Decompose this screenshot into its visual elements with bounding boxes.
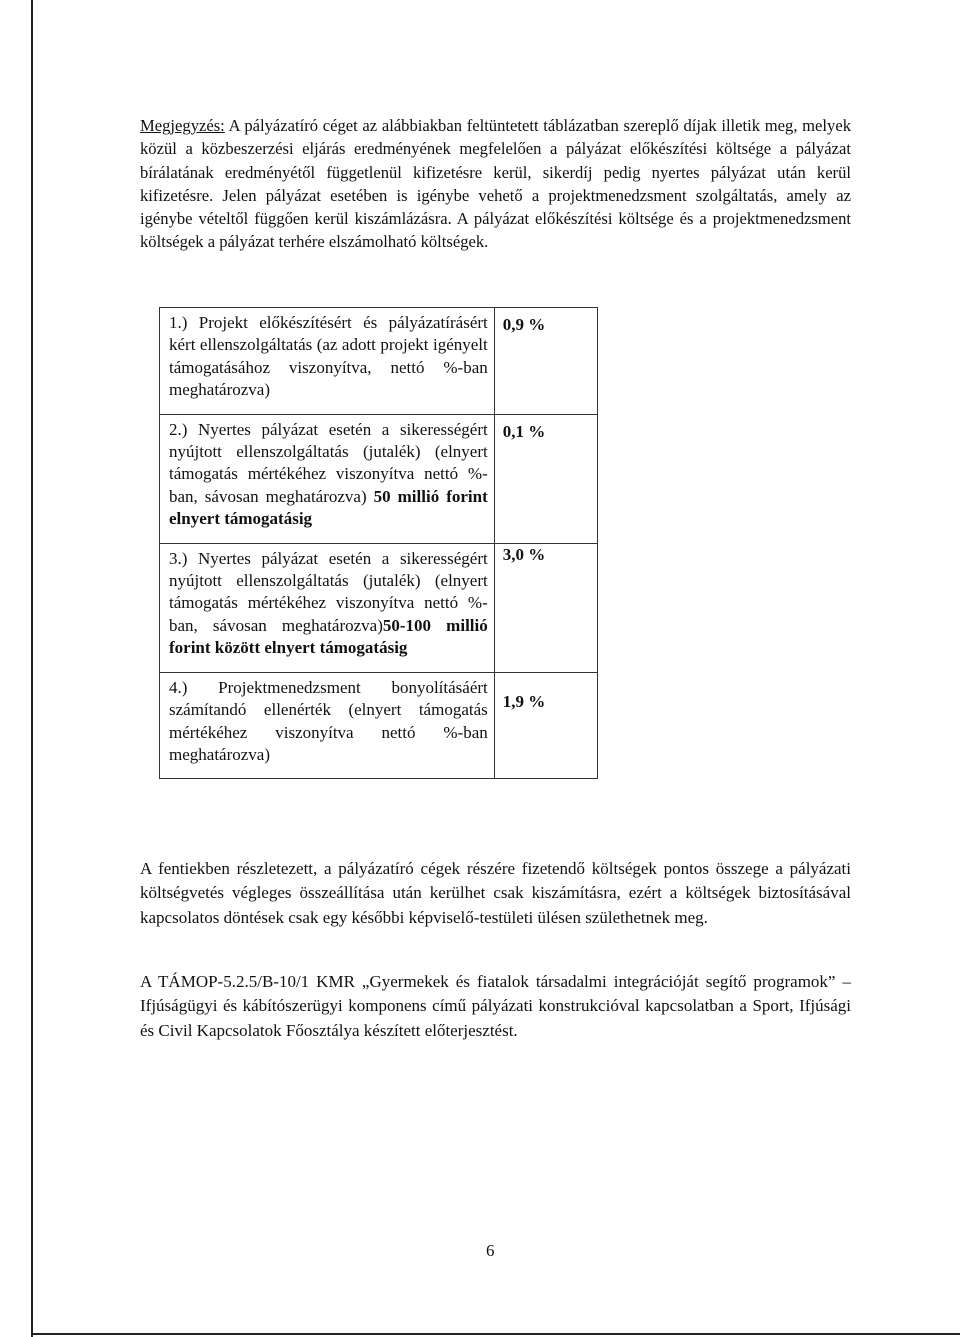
- fee-description: [160, 543, 495, 672]
- fee-description-text: 1.) Projekt előkészítésért és pályázatírásért kért ellenszolgáltatás (az adott projekt igényelt támogatásához viszonyítva, nettó %-ban meghatározva): [169, 313, 488, 400]
- scan-border-bottom: [31, 1333, 960, 1335]
- fee-description: [160, 308, 495, 415]
- fee-description: [160, 414, 495, 543]
- page-number: 6: [486, 1241, 495, 1260]
- cost-paragraph: A fentiekben részletezett, a pályázatíró cégek részére fizetendő költségek pontos összege a pályázati költségvetés végleges összeállítása után kerülhet csak kiszámításra, ezért a költségek biztosításával kapcsolatos döntések csak egy későbbi képviselő-testületi ülésen születhetnek meg.: [140, 859, 851, 927]
- table-row: [160, 672, 598, 779]
- table-row: [160, 543, 598, 672]
- fee-threshold: 50 millió forint elnyert támogatásig: [169, 486, 488, 529]
- fee-description-text: 3.) Nyertes pályázat esetén a sikerességért nyújtott ellenszolgáltatás (jutalék) (elnyert támogatás mértékéhez viszonyítva nettó %-ban, sávosan meghatározva): [169, 548, 488, 635]
- fee-description: [160, 672, 495, 779]
- fees-table: [159, 307, 598, 779]
- fee-value: 0,1 %: [494, 414, 597, 543]
- table-row: [160, 308, 598, 415]
- fee-value: 3,0 %: [494, 543, 597, 672]
- table-row: [160, 414, 598, 543]
- scan-border-left: [31, 0, 33, 1337]
- note-label: Megjegyzés:: [140, 116, 225, 135]
- fee-description-text: 4.) Projektmenedzsment bonyolításáért számítandó ellenérték (elnyert támogatás mértékéhez viszonyítva nettó %-ban meghatározva): [169, 677, 488, 764]
- submission-paragraph: A TÁMOP-5.2.5/B-10/1 KMR „Gyermekek és fiatalok társadalmi integrációját segítő programok” – Ifjúságügyi és kábítószerügyi komponens című pályázati konstrukcióval kapcsolatban a Sport, Ifjúsági és Civil Kapcsolatok Főosztálya készített előterjesztést.: [140, 972, 851, 1040]
- fee-description-text: 2.) Nyertes pályázat esetén a sikerességért nyújtott ellenszolgáltatás (jutalék) (elnyert támogatás mértékéhez viszonyítva nettó %-ban, sávosan meghatározva): [169, 419, 488, 506]
- fee-value: 0,9 %: [494, 308, 597, 415]
- note-paragraph: [140, 114, 851, 254]
- fee-threshold: 50-100 millió forint között elnyert támogatásig: [169, 615, 488, 658]
- fee-value: 1,9 %: [494, 672, 597, 779]
- note-text: A pályázatíró céget az alábbiakban feltüntetett táblázatban szereplő díjak illetik meg, melyek közül a közbeszerzési eljárás eredményének megfelelően a pályázat előkészítési költsége a pályázat bírálatának eredményétől függetlenül kifizetésre kerül, sikerdíj pedig nyertes pályázat után kerül kifizetésre. Jelen pályázat esetében is igénybe vehető a projektmenedzsment szolgáltatás, amely az igénybe vételtől függően kerül kiszámlázásra. A pályázat előkészítési költsége és a projektmenedzsment költségek a pályázat terhére elszámolható költségek.: [140, 116, 851, 252]
